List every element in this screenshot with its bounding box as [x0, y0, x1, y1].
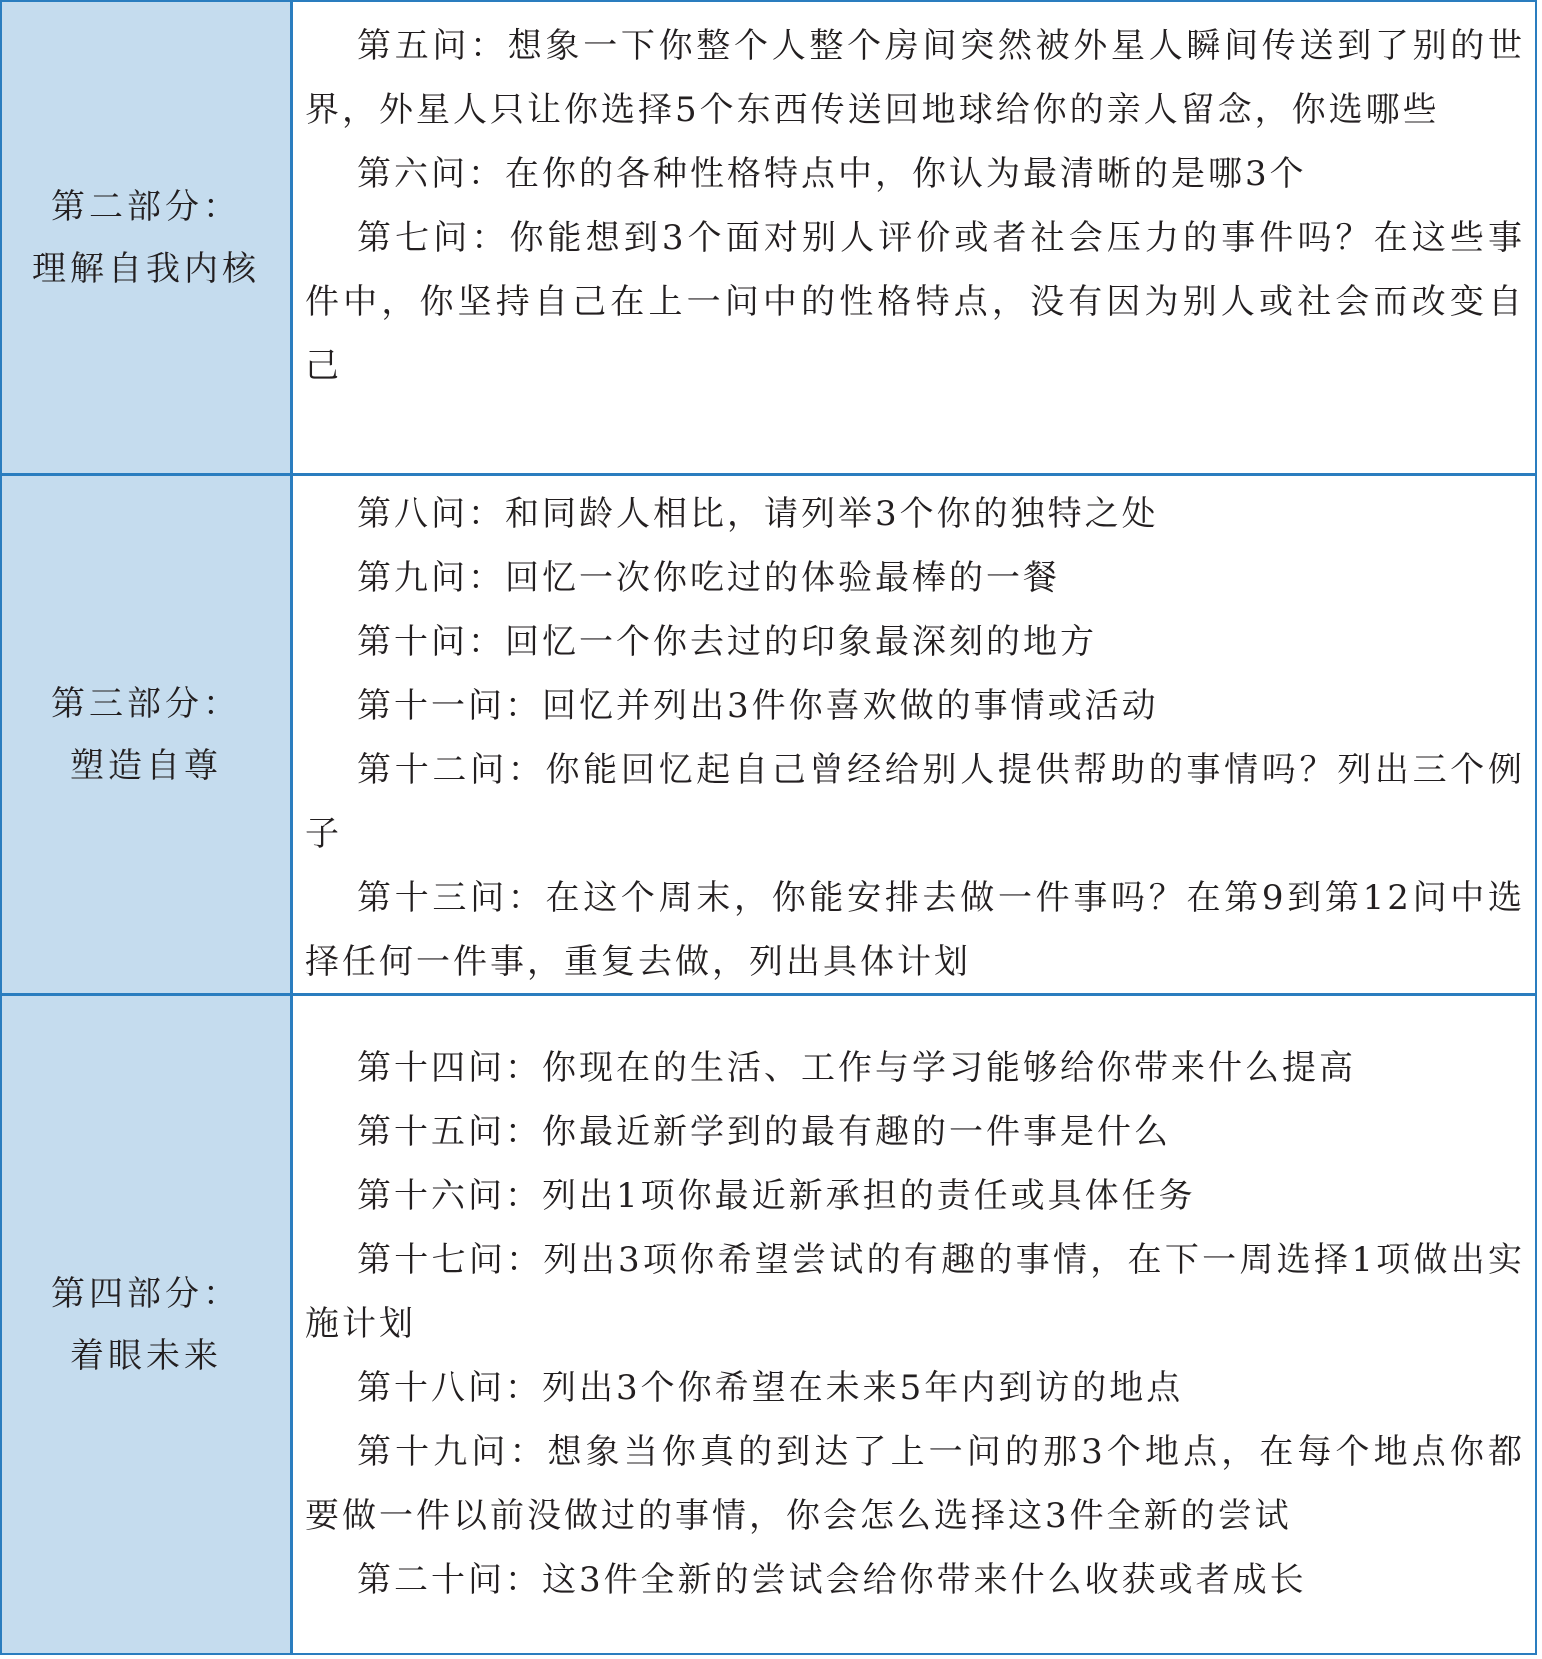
section-label-line1: 第四部分：	[51, 1273, 241, 1314]
question-item: 第十九问：想象当你真的到达了上一问的那3个地点，在每个地点你都要做一件以前没做过的事情，你会怎么选择这3件全新的尝试	[305, 1432, 1525, 1536]
question-item: 第七问：你能想到3个面对别人评价或者社会压力的事件吗？在这些事件中，你坚持自己在上一问中的性格特点，没有因为别人或社会而改变自己	[305, 218, 1525, 386]
question-item: 第十七问：列出3项你希望尝试的有趣的事情，在下一周选择1项做出实施计划	[305, 1240, 1525, 1344]
section-label-line2: 塑造自尊	[70, 745, 222, 786]
section-content-cell	[293, 476, 1535, 996]
question-item: 第十问：回忆一个你去过的印象最深刻的地方	[357, 622, 1097, 662]
question-item: 第十二问：你能回忆起自己曾经给别人提供帮助的事情吗？列出三个例子	[305, 750, 1525, 854]
question-item: 第八问：和同龄人相比，请列举3个你的独特之处	[357, 494, 1159, 534]
question-item: 第十四问：你现在的生活、工作与学习能够给你带来什么提高	[357, 1048, 1356, 1088]
question-item: 第十五问：你最近新学到的最有趣的一件事是什么	[357, 1112, 1171, 1152]
section-label-line2: 理解自我内核	[32, 248, 260, 289]
section-label-line1: 第二部分：	[51, 186, 241, 227]
section-label-cell	[2, 2, 293, 476]
question-item: 第十六问：列出1项你最近新承担的责任或具体任务	[357, 1176, 1196, 1216]
question-item: 第五问：想象一下你整个人整个房间突然被外星人瞬间传送到了别的世界，外星人只让你选择5个东西传送回地球给你的亲人留念，你选哪些	[305, 26, 1525, 130]
section-label	[32, 176, 260, 300]
section-label-cell	[2, 476, 293, 996]
question-item: 第十三问：在这个周末，你能安排去做一件事吗？在第9到第12问中选择任何一件事，重复去做，列出具体计划	[305, 878, 1525, 982]
section-label-cell	[2, 996, 293, 1653]
question-item: 第六问：在你的各种性格特点中，你认为最清晰的是哪3个	[357, 154, 1307, 194]
question-item: 第二十问：这3件全新的尝试会给你带来什么收获或者成长	[357, 1560, 1307, 1600]
question-item: 第十八问：列出3个你希望在未来5年内到访的地点	[357, 1368, 1184, 1408]
question-item: 第十一问：回忆并列出3件你喜欢做的事情或活动	[357, 686, 1159, 726]
section-label	[51, 1263, 241, 1387]
section-label-line2: 着眼未来	[70, 1335, 222, 1376]
question-item: 第九问：回忆一次你吃过的体验最棒的一餐	[357, 558, 1060, 598]
section-content-cell	[293, 996, 1535, 1653]
section-label	[51, 673, 241, 797]
section-content-cell	[293, 2, 1535, 476]
section-label-line1: 第三部分：	[51, 683, 241, 724]
